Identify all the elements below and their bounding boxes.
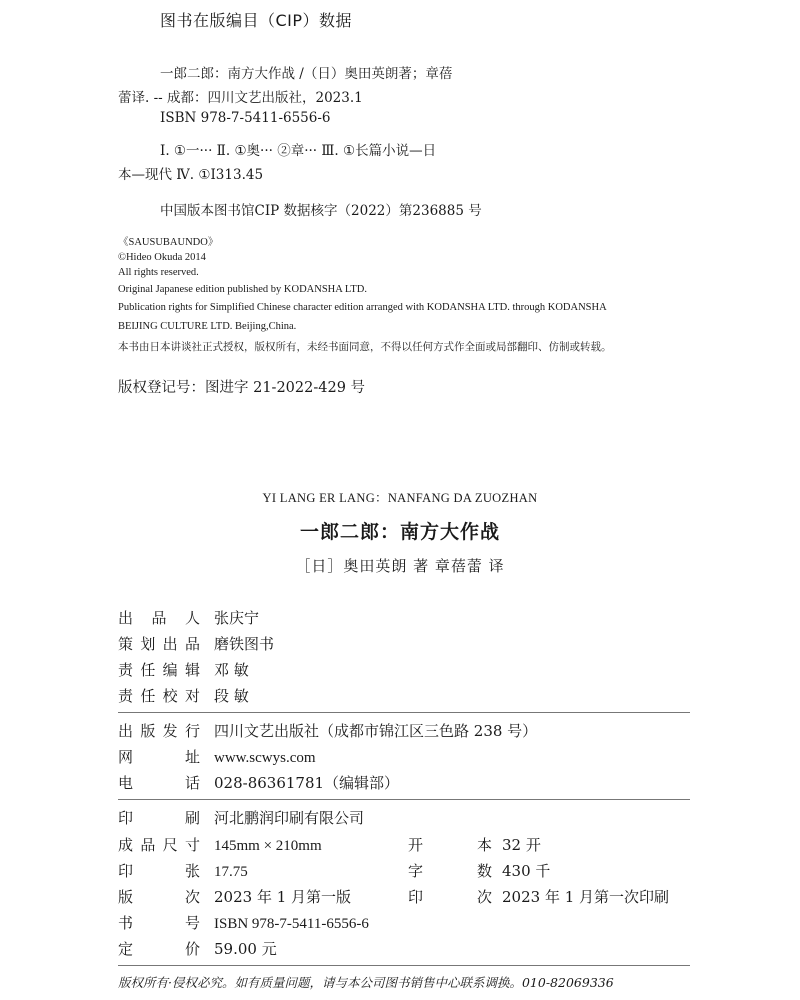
publisher-value: 四川文艺出版社（成都市锦江区三色路 238 号） xyxy=(214,722,538,740)
credit-label: 出品人 xyxy=(118,609,200,627)
publisher-label: 出版发行 xyxy=(118,722,200,740)
credit-planner xyxy=(118,633,274,654)
credit-value: 邓 敏 xyxy=(214,661,249,679)
credit-value: 段 敏 xyxy=(214,687,249,705)
spec-value: 32 开 xyxy=(502,836,541,854)
spec-label: 印次 xyxy=(408,888,492,906)
copyright-registration: 版权登记号：图进字 21-2022-429 号 xyxy=(118,380,366,396)
edition-row xyxy=(118,886,351,907)
website-link[interactable]: www.scwys.com xyxy=(214,750,316,766)
cip-heading: 图书在版编目（CIP）数据 xyxy=(160,11,353,30)
spec-value: 145mm × 210mm xyxy=(214,838,322,854)
credit-value: 磨铁图书 xyxy=(214,635,275,653)
cip-isbn: ISBN 978-7-5411-6556-6 xyxy=(160,110,331,126)
words-row xyxy=(408,860,550,881)
rights-copyright: ©Hideo Okuda 2014 xyxy=(118,252,206,263)
cip-classification-1: Ⅰ. ①一··· Ⅱ. ①奥··· ②章··· Ⅲ. ①长篇小说—日 xyxy=(160,143,437,159)
cip-line-2: 蕾译. -- 成都：四川文艺出版社，2023.1 xyxy=(118,90,363,106)
divider xyxy=(118,712,690,713)
cip-line-1: 一郎二郎：南方大作战 /（日）奥田英朗著；章蓓 xyxy=(160,66,453,82)
phone-label: 电话 xyxy=(118,774,200,792)
title-chinese: 一郎二郎：南方大作战 xyxy=(299,521,500,543)
impression-row xyxy=(408,886,669,907)
publisher-row xyxy=(118,720,537,741)
isbn-row xyxy=(118,912,369,933)
spec-value: ISBN 978-7-5411-6556-6 xyxy=(214,916,369,932)
spec-label: 印张 xyxy=(118,862,200,880)
credit-value: 张庆宁 xyxy=(214,609,260,627)
rights-reserved: All rights reserved. xyxy=(118,267,199,278)
spec-value: 2023 年 1 月第一次印刷 xyxy=(502,888,670,906)
credit-label: 责任编辑 xyxy=(118,661,200,679)
sheets-row xyxy=(118,860,248,881)
spec-label: 开本 xyxy=(408,836,492,854)
spec-label: 印刷 xyxy=(118,809,200,827)
spec-label: 字数 xyxy=(408,862,492,880)
credit-proofreader xyxy=(118,685,249,706)
rights-publication-2: BEIJING CULTURE LTD. Beijing,China. xyxy=(118,321,297,332)
footer-notice: 版权所有·侵权必究。如有质量问题，请与本公司图书销售中心联系调换。010-82069336 xyxy=(118,975,614,990)
website-row xyxy=(118,746,316,767)
rights-original-title: 《SAUSUBAUNDO》 xyxy=(118,237,219,248)
divider xyxy=(118,965,690,966)
size-row xyxy=(118,834,322,855)
credit-label: 策划出品 xyxy=(118,635,200,653)
spec-label: 成品尺寸 xyxy=(118,836,200,854)
title-english: YI LANG ER LANG：NANFANG DA ZUOZHAN xyxy=(262,491,538,505)
credit-editor xyxy=(118,659,249,680)
spec-label: 版次 xyxy=(118,888,200,906)
format-row xyxy=(408,834,541,855)
rights-original-edition: Original Japanese edition published by KODANSHA LTD. xyxy=(118,284,367,295)
price-row xyxy=(118,938,277,959)
credit-label: 责任校对 xyxy=(118,687,200,705)
spec-value: 430 千 xyxy=(502,862,551,880)
phone-row xyxy=(118,772,399,793)
divider xyxy=(118,799,690,800)
spec-value: 河北鹏润印刷有限公司 xyxy=(214,809,365,827)
website-label: 网址 xyxy=(118,748,200,766)
credit-producer xyxy=(118,607,259,628)
spec-label: 定价 xyxy=(118,940,200,958)
printer-row xyxy=(118,807,364,828)
spec-value: 2023 年 1 月第一版 xyxy=(214,888,352,906)
rights-publication-1: Publication rights for Simplified Chinese character edition arranged with KODANSHA LTD. through KODANSHA xyxy=(118,302,607,313)
spec-label: 书号 xyxy=(118,914,200,932)
rights-notice: 本书由日本讲谈社正式授权，版权所有，未经书面同意，不得以任何方式作全面或局部翻印、仿制或转载。 xyxy=(118,341,612,353)
spec-value: 17.75 xyxy=(214,864,248,880)
cip-classification-2: 本—现代 Ⅳ. ①I313.45 xyxy=(118,167,264,183)
phone-value: 028-86361781（编辑部） xyxy=(214,774,400,792)
spec-value: 59.00 元 xyxy=(214,940,277,958)
cip-core-number: 中国版本图书馆CIP 数据核字（2022）第236885 号 xyxy=(160,203,482,219)
author-translator: ［日］奥田英朗 著 章蓓蕾 译 xyxy=(295,557,505,575)
